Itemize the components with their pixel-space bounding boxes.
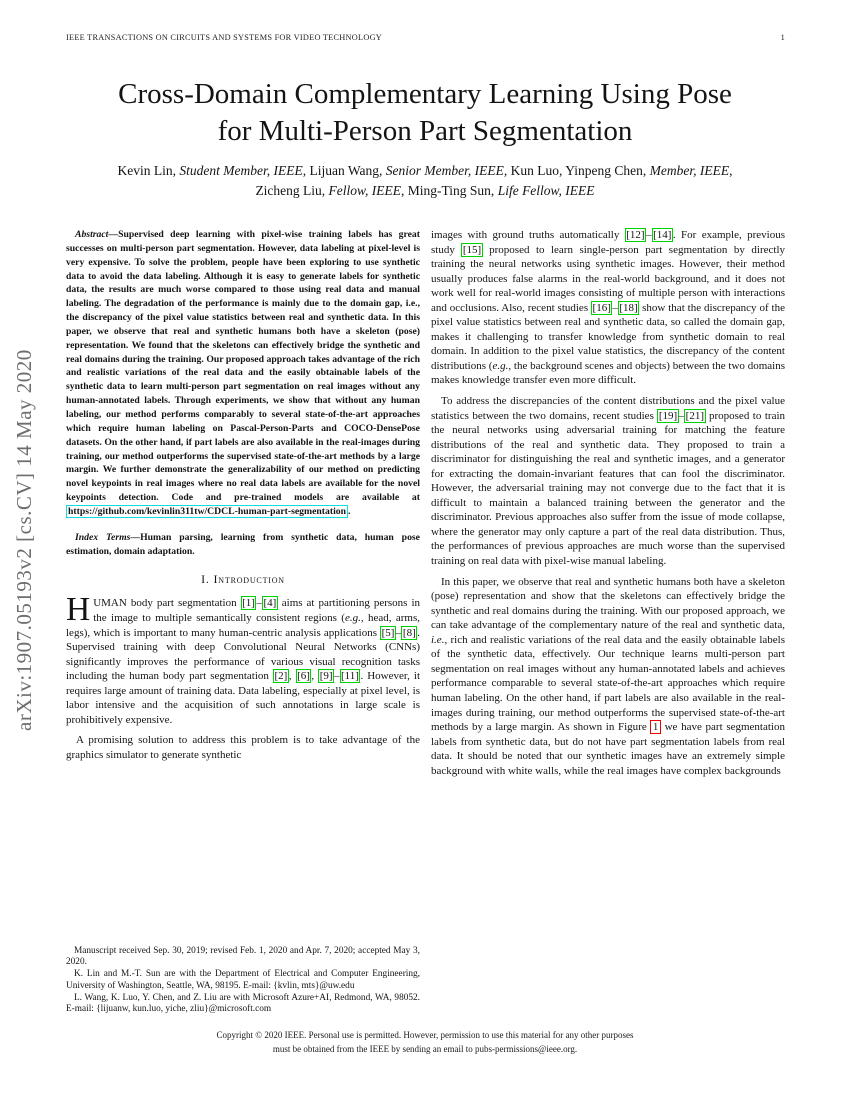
abstract: [66, 228, 420, 519]
text-run: , rich and realistic variations of the real data and the easily obtainable labels of the synthetic data, effectively. Our technique learns multi-person part segmentation on real images without any human-annotated labels and achieves performance comparable to several state-of-the-art approaches which require human labeling. On the other hand, if part labels are also available in the real-images during training, our method outperforms the supervised state-of-the-art methods by a large margin. As shown in Figure: [431, 633, 785, 734]
index-terms: [66, 531, 420, 559]
text-run: ,: [288, 670, 296, 683]
section-heading-introduction: I. Introduction: [201, 572, 285, 587]
text-run: we have part segmentation labels from synthetic data, but do not have part segmentation labels from real data. It should be noted that our synthetic images have an extremely simple background with white walls, while the real images have complex backgrounds: [431, 721, 785, 777]
text-run: UMAN body part segmentation: [93, 597, 241, 610]
italic-text: e.g.: [492, 359, 509, 372]
footnote-affiliation-uw: K. Lin and M.-T. Sun are with the Department of Electrical and Computer Engineering, University of Washington, Seattle, WA, 98195. E-mail: {kvlin, mts}@uw.edu: [66, 969, 420, 991]
text-run: . For example, previous study: [431, 229, 785, 256]
text-run: , Lijuan Wang,: [302, 163, 386, 178]
citation-link[interactable]: [8]: [402, 626, 416, 639]
right-paragraph-2: [431, 394, 785, 569]
author-block: [65, 161, 785, 200]
text-run: , Ming-Ting Sun,: [401, 182, 498, 198]
citation-link[interactable]: [16]: [592, 301, 611, 314]
italic-text: Student Member, IEEE: [179, 163, 303, 178]
text-run: –: [678, 409, 685, 422]
author-line-1: [65, 161, 785, 181]
citation-link[interactable]: [4]: [263, 597, 277, 610]
text-run: proposed to learn single-person part segmentation by directly training the neural networks using synthetic images. However, their method usually produces false alarms in the real-world background, and it does not work well for real-world images consisting of multiple person with interactions and occlusions. Also, recent studies: [431, 243, 785, 314]
text-run: To address the discrepancies of the content distributions and the pixel value statistics between the two domains, recent studies: [431, 395, 785, 422]
text-run: —Supervised deep learning with pixel-wise training labels has great successes on multi-person part segmentation. However, data labeling at pixel-level is very expensive. To solve the problem, people have been exploring to use synthetic data to avoid the data labeling. Although it is easy to generate labels for synthetic data, the results are much worse compared to those using real data and manual labeling. The degradation of the performance is mainly due to the domain gap, i.e., the discrepancy of the pixel value statistics between real and synthetic data. In this paper, we observe that real and synthetic humans both have a skeleton (pose) representation. We found that the skeletons can effectively bridge the synthetic and real domains during the training. Our proposed approach takes advantage of the rich and realistic variations of the real data and the easily obtainable labels of the synthetic data to learn multi-person part segmentation on real images without any human-annotated labels. Through experiments, we show that without any human labeling, our method performs comparably to several state-of-the-art approaches which require human labeling on Pascal-Person-Parts and COCO-DensePose datasets. On the other hand, if part labels are also available in the real-images during training, our method outperforms the supervised state-of-the-art methods by a large margin. We further demonstrate the generalizability of our method on predicting novel keypoints in real images where no real data labels are available for the novel keypoints detection. Code and pre-trained models are available at: [66, 229, 420, 504]
text-run: show that the discrepancy of the pixel value statistics between real and synthetic data, so called the domain gap, makes it challenging to transfer knowledge from synthetic domain to real domain. In addition to the pixel value statistics, the discrepancy of the content distributions (: [431, 301, 785, 372]
copyright-line-2: must be obtained from the IEEE by sending an email to pubs-permissions@ieee.org.: [272, 1043, 578, 1054]
repo-url-link[interactable]: https://github.com/kevinlin311tw/CDCL-human-part-segmentation: [68, 505, 346, 517]
copyright-footer: [65, 1029, 785, 1056]
italic-text: i.e.: [431, 633, 445, 646]
intro-paragraph-1-text: [66, 591, 421, 726]
text-run: A promising solution to address this problem is to take advantage of the graphics simulator to generate synthetic: [66, 734, 420, 761]
citation-link[interactable]: [15]: [462, 243, 482, 256]
citation-link[interactable]: [5]: [381, 626, 395, 639]
running-head: [66, 33, 785, 42]
page-number: 1: [780, 33, 785, 42]
text-run: ,: [729, 163, 733, 178]
text-run: –: [334, 670, 340, 683]
citation-link[interactable]: [14]: [653, 229, 672, 241]
body-columns: [66, 228, 785, 1016]
figure-reference-link[interactable]: 1: [650, 720, 661, 734]
text-run: –: [395, 626, 402, 639]
text-run: In this paper, we observe that real and synthetic humans both have a skeleton (pose) representation and show that the skeletons can effectively bridge the synthetic and real domains during the training. With our proposed approach, we can take advantage of the complementary nature of the real and synthetic data,: [431, 575, 785, 632]
text-run: –: [646, 229, 652, 241]
citation-link[interactable]: [12]: [626, 229, 645, 241]
text-run: . Supervised training with deep Convolutional Neural Networks (CNNs) significantly improves the performance of various visual recognition tasks including the human body part segmentation: [66, 626, 420, 683]
intro-paragraph-2: [66, 733, 420, 762]
right-paragraph-3: [431, 575, 785, 779]
citation-link[interactable]: [11]: [341, 670, 359, 683]
paragraph-lead: Index Terms: [75, 531, 131, 543]
text-run: . However, it requires large amount of training data. Data labeling, especially at pixel level, is labor intensive and the acquisition of such annotations in large scale is prohibitively expensive.: [66, 670, 421, 726]
copyright-line-1: Copyright © 2020 IEEE. Personal use is permitted. However, permission to use this material for any other purposes: [216, 1030, 634, 1040]
text-run: .: [348, 505, 351, 517]
text-run: –: [612, 301, 618, 314]
italic-text: e.g.: [344, 611, 361, 624]
paragraph-lead: Abstract: [75, 229, 109, 240]
text-run: proposed to train the neural networks using adversarial training for matching the feature distributions of the real and synthetic data. They proposed to train a discriminator for distinguishing the real and synthetic images, and a generator for extracting the domain-invariant features that can fool the discriminator. However, the adversarial training may not converge due to the fact that it is difficult to maintain a balanced training between the generator and the discriminator. Previous approaches also suffer from the issue of mode collapse, where the generator may only capture a part of the real data distribution. Thus, the performances of previous approaches are much worse than the supervised training on real data with pixel-wise manual labeling.: [431, 409, 786, 568]
text-run: aims at partitioning persons in the image to multiple semantically consistent regions (: [93, 597, 421, 624]
text-run: , Kun Luo, Yinpeng Chen,: [503, 163, 650, 178]
footnote-manuscript: Manuscript received Sep. 30, 2019; revised Feb. 1, 2020 and Apr. 7, 2020; accepted May 3, 2020.: [66, 945, 420, 968]
left-column: [66, 228, 420, 1016]
italic-text: Member, IEEE: [649, 163, 730, 178]
text-run: ,: [311, 670, 319, 683]
text-run: –: [256, 597, 262, 610]
intro-paragraph-1: [66, 591, 421, 727]
italic-text: Life Fellow, IEEE: [497, 182, 595, 198]
text-run: , the background scenes and objects) between the two domains makes knowledge transfer even more difficult.: [431, 359, 786, 387]
footnote-block: [66, 946, 420, 1016]
right-column: [431, 228, 785, 1016]
drop-cap: H: [66, 591, 91, 629]
arxiv-watermark: arXiv:1907.05193v2 [cs.CV] 14 May 2020: [12, 349, 36, 731]
paper-title: [65, 76, 785, 150]
citation-link[interactable]: [21]: [685, 409, 704, 422]
text-run: images with ground truths automatically: [431, 229, 625, 241]
italic-text: Fellow, IEEE: [328, 182, 402, 198]
journal-name: IEEE TRANSACTIONS ON CIRCUITS AND SYSTEMS FOR VIDEO TECHNOLOGY: [66, 33, 383, 42]
citation-link[interactable]: [6]: [297, 670, 310, 683]
citation-link[interactable]: [19]: [658, 409, 678, 422]
citation-link[interactable]: [1]: [242, 597, 255, 610]
text-run: , head, arms, legs), which is important to many human-centric analysis applications: [66, 611, 420, 639]
author-line-2: [65, 181, 785, 201]
italic-text: Senior Member, IEEE: [385, 163, 504, 178]
text-run: —Human parsing, learning from synthetic data, human pose estimation, domain adaptation.: [66, 531, 420, 557]
paper-title-text: Cross-Domain Complementary Learning Using Pose for Multi-Person Part Segmentation: [118, 78, 732, 147]
citation-link[interactable]: [18]: [619, 301, 638, 314]
right-paragraph-1: [431, 228, 785, 388]
footnote-affiliation-microsoft: L. Wang, K. Luo, Y. Chen, and Z. Liu are with Microsoft Azure+AI, Redmond, WA, 98052. E-mail: {lijuanw, kun.luo, yiche, zliu}@microsoft.com: [66, 992, 420, 1015]
text-run: Zicheng Liu,: [255, 182, 329, 198]
text-run: Kevin Lin,: [117, 163, 180, 178]
citation-link[interactable]: [9]: [319, 670, 333, 683]
citation-link[interactable]: [2]: [274, 670, 288, 683]
